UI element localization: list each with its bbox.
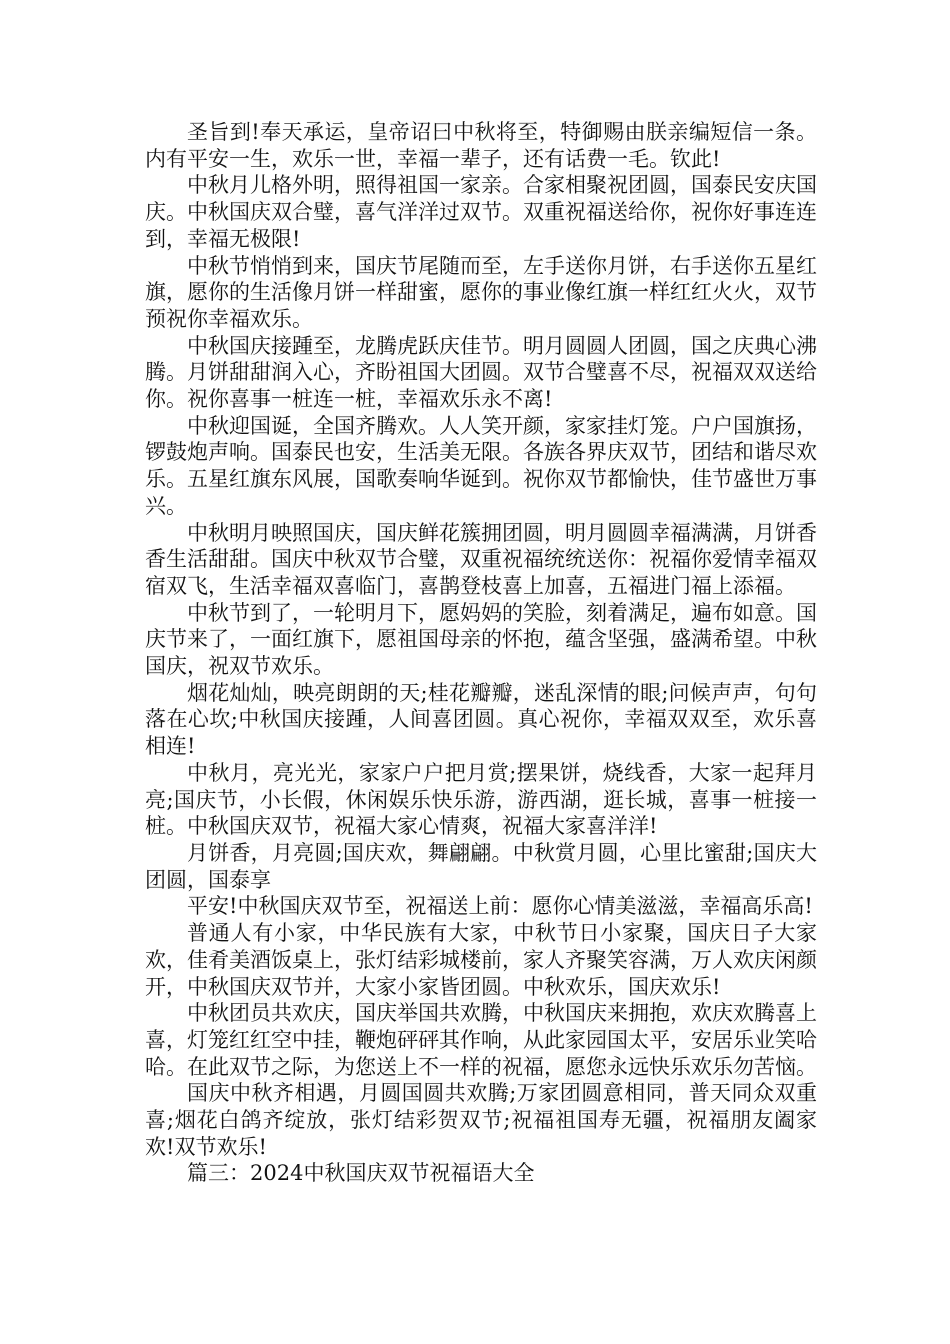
paragraph-12: 普通人有小家，中华民族有大家，中秋节日小家聚，国庆日子大家欢，佳肴美酒饭桌上，张灯结彩城楼前，家人齐聚笑容满，万人欢庆闲颜开，中秋国庆双节并，大家小家皆团圆。中秋欢乐，国庆欢乐! bbox=[145, 921, 817, 999]
paragraph-6: 中秋明月映照国庆，国庆鲜花簇拥团圆，明月圆圆幸福满满，月饼香香生活甜甜。国庆中秋双节合璧，双重祝福统统送你：祝福你爱情幸福双宿双飞，生活幸福双喜临门，喜鹊登枝喜上加喜，五福进门福上添福。 bbox=[145, 520, 817, 598]
paragraph-10: 月饼香，月亮圆;国庆欢，舞翩翩。中秋赏月圆，心里比蜜甜;国庆大团圆，国泰享 bbox=[145, 840, 817, 892]
section-heading: 篇三：2024中秋国庆双节祝福语大全 bbox=[187, 1161, 535, 1186]
paragraph-9: 中秋月，亮光光，家家户户把月赏;摆果饼，烧线香，大家一起拜月亮;国庆节，小长假，休闲娱乐快乐游，游西湖，逛长城，喜事一桩接一桩。中秋国庆双节，祝福大家心情爽，祝福大家喜洋洋! bbox=[145, 760, 817, 839]
paragraph-14: 国庆中秋齐相遇，月圆国圆共欢腾;万家团圆意相同，普天同众双重喜;烟花白鸽齐绽放，张灯结彩贺双节;祝福祖国寿无疆，祝福朋友阖家欢!双节欢乐! bbox=[145, 1081, 817, 1159]
paragraph-8: 烟花灿灿，映亮朗朗的天;桂花瓣瓣，迷乱深情的眼;问候声声，句句落在心坎;中秋国庆接踵，人间喜团圆。真心祝你，幸福双双至，欢乐喜相连! bbox=[145, 680, 817, 759]
paragraph-4: 中秋国庆接踵至，龙腾虎跃庆佳节。明月圆圆人团圆，国之庆典心沸腾。月饼甜甜润入心，齐盼祖国大团圆。双节合璧喜不尽，祝福双双送给你。祝你喜事一桩连一桩，幸福欢乐永不离! bbox=[145, 333, 817, 412]
paragraph-13: 中秋团员共欢庆，国庆举国共欢腾，中秋国庆来拥抱，欢庆欢腾喜上喜，灯笼红红空中挂，鞭炮砰砰其作响，从此家园国太平，安居乐业笑哈哈。在此双节之际，为您送上不一样的祝福，愿您永远快乐欢乐勿苦恼。 bbox=[145, 1001, 817, 1079]
paragraph-1: 圣旨到!奉天承运，皇帝诏曰中秋将至，特御赐由朕亲编短信一条。内有平安一生，欢乐一世，幸福一辈子，还有话费一毛。钦此! bbox=[145, 120, 817, 171]
paragraph-2: 中秋月儿格外明，照得祖国一家亲。合家相聚祝团圆，国泰民安庆国庆。中秋国庆双合璧，喜气洋洋过双节。双重祝福送给你，祝你好事连连到，幸福无极限! bbox=[145, 173, 817, 251]
paragraph-7: 中秋节到了，一轮明月下，愿妈妈的笑脸，刻着满足，遍布如意。国庆节来了，一面红旗下，愿祖国母亲的怀抱，蕴含坚强，盛满希望。中秋国庆，祝双节欢乐。 bbox=[145, 600, 817, 679]
paragraph-3: 中秋节悄悄到来，国庆节尾随而至，左手送你月饼，右手送你五星红旗，愿你的生活像月饼一样甜蜜，愿你的事业像红旗一样红红火火，双节预祝你幸福欢乐。 bbox=[145, 253, 817, 331]
document-page bbox=[145, 119, 817, 1187]
paragraph-5: 中秋迎国诞，全国齐腾欢。人人笑开颜，家家挂灯笼。户户国旗扬，锣鼓炮声响。国泰民也安，生活美无限。各族各界庆双节，团结和谐尽欢乐。五星红旗东风展，国歌奏响华诞到。祝你双节都愉快，佳节盛世万事兴。 bbox=[145, 413, 817, 518]
paragraph-11: 平安!中秋国庆双节至，祝福送上前：愿你心情美滋滋，幸福高乐高! bbox=[187, 894, 813, 919]
